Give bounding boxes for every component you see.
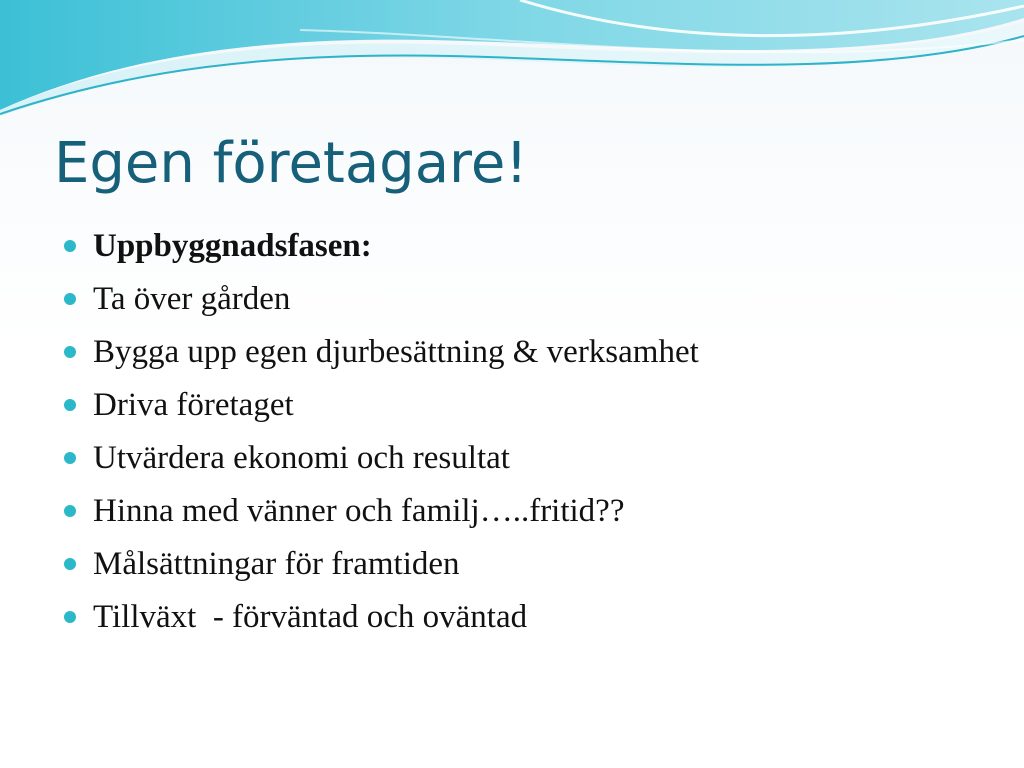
bullet-item (64, 485, 984, 538)
bullet-text: Uppbyggnadsfasen: (93, 228, 372, 264)
bullet-text: Bygga upp egen djurbesättning & verksamhet (93, 334, 699, 370)
bullet-text: Utvärdera ekonomi och resultat (93, 440, 510, 476)
bullet-dot-icon (64, 346, 76, 358)
bullet-dot-icon (64, 293, 76, 305)
bullet-dot-icon (64, 505, 76, 517)
bullet-dot-icon (64, 240, 76, 252)
slide-title: Egen företagare! (54, 131, 528, 196)
bullet-text: Tillväxt - förväntad och oväntad (93, 599, 528, 635)
bullet-text: Ta över gården (93, 281, 291, 317)
bullet-text: Driva företaget (93, 387, 294, 423)
wave-header-decoration (0, 0, 1024, 130)
bullet-dot-icon (64, 399, 76, 411)
bullet-item (64, 591, 984, 644)
bullet-text: Målsättningar för framtiden (93, 546, 460, 582)
bullet-dot-icon (64, 452, 76, 464)
bullet-item (64, 326, 984, 379)
bullet-dot-icon (64, 558, 76, 570)
bullet-item (64, 379, 984, 432)
bullet-list (64, 220, 984, 644)
bullet-item (64, 432, 984, 485)
bullet-dot-icon (64, 611, 76, 623)
bullet-text: Hinna med vänner och familj…..fritid?? (93, 493, 625, 529)
bullet-item (64, 273, 984, 326)
bullet-item (64, 538, 984, 591)
bullet-item (64, 220, 984, 273)
